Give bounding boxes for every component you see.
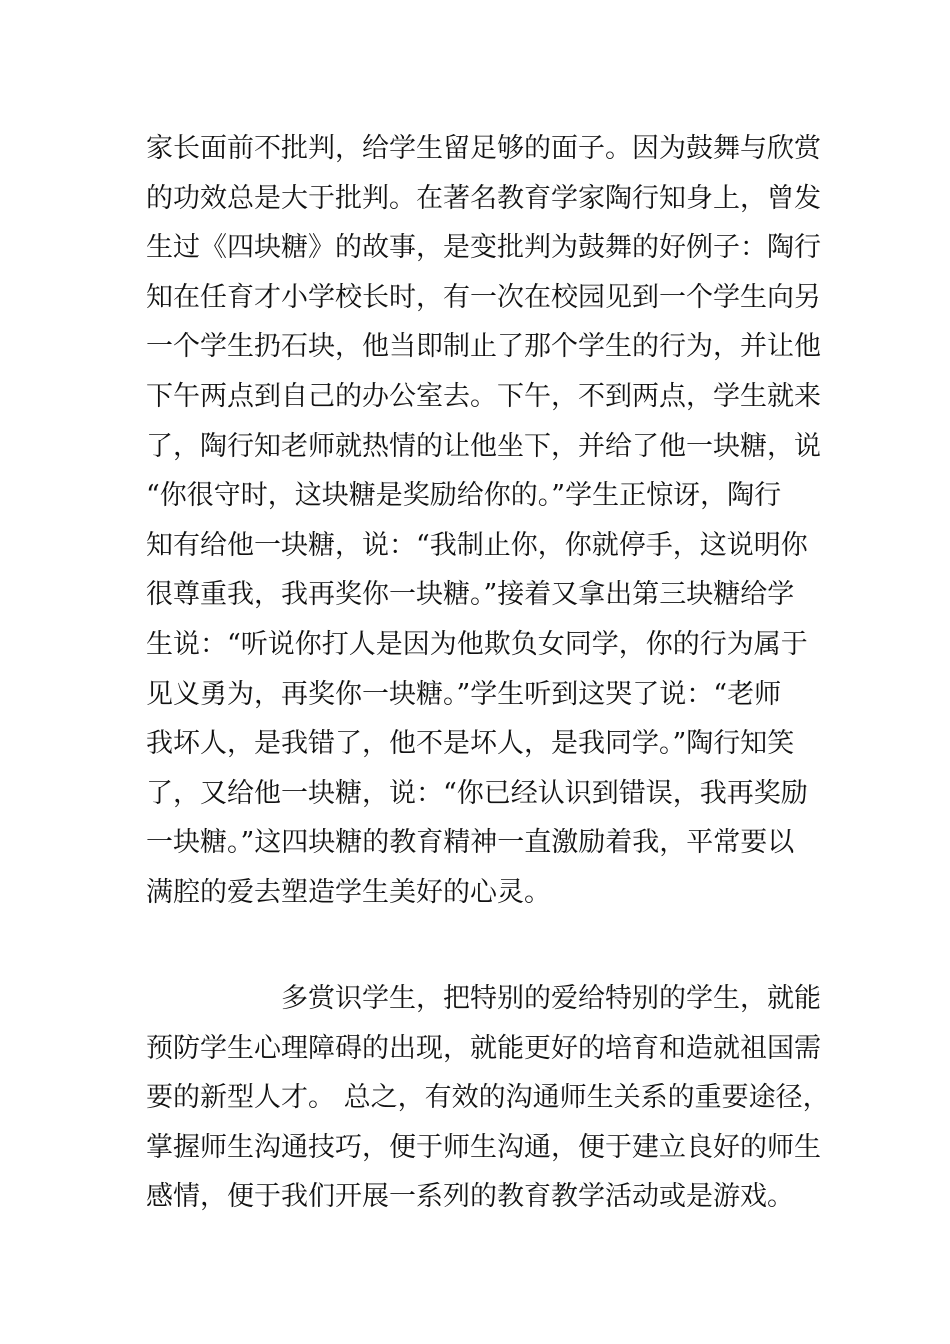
text-line: 生过《四块糖》的故事，是变批判为鼓舞的好例子：陶行: [146, 232, 821, 264]
text-line: 一个学生扔石块，他当即制止了那个学生的行为，并让他: [146, 331, 821, 363]
paragraph-four-candies-story: [146, 124, 826, 918]
text-line: 感情，便于我们开展一系列的教育教学活动或是游戏。: [146, 1181, 794, 1213]
text-line: 知在任育才小学校长时，有一次在校园见到一个学生向另: [146, 281, 821, 313]
text-line: 了，又给他一块糖，说：“你已经认识到错误，我再奖励: [146, 777, 808, 809]
text-line: 我坏人，是我错了，他不是坏人，是我同学。”陶行知笑: [146, 728, 795, 760]
text-line: 一块糖。”这四块糖的教育精神一直激励着我，平常要以: [146, 827, 795, 859]
text-line: 多赏识学生，把特别的爱给特别的学生，就能: [281, 983, 821, 1014]
text-line: 满腔的爱去塑造学生美好的心灵。: [146, 876, 551, 908]
text-line: “你很守时，这块糖是奖励给你的。”学生正惊讶，陶行: [146, 480, 782, 512]
text-line: 掌握师生沟通技巧，便于师生沟通，便于建立良好的师生: [146, 1131, 821, 1163]
text-line: 生说：“听说你打人是因为他欺负女同学，你的行为属于: [146, 628, 808, 660]
text-line: 见义勇为，再奖你一块糖。”学生听到这哭了说：“老师: [146, 678, 782, 710]
text-line: 的功效总是大于批判。在著名教育学家陶行知身上，曾发: [146, 182, 821, 214]
text-line: 家长面前不批判，给学生留足够的面子。因为鼓舞与欣赏: [146, 133, 821, 164]
text-line: 很尊重我，我再奖你一块糖。”接着又拿出第三块糖给学: [146, 579, 795, 611]
text-line: 预防学生心理障碍的出现，就能更好的培育和造就祖国需: [146, 1032, 821, 1064]
text-line: 下午两点到自己的办公室去。下午，不到两点，学生就来: [146, 380, 821, 412]
text-line: 知有给他一块糖，说：“我制止你，你就停手，这说明你: [146, 529, 808, 561]
text-line: 了，陶行知老师就热情的让他坐下，并给了他一块糖，说: [146, 430, 821, 462]
text-line: 要的新型人才。 总之，有效的沟通师生关系的重要途径，: [146, 1082, 830, 1114]
paragraph-conclusion: [146, 974, 830, 1222]
